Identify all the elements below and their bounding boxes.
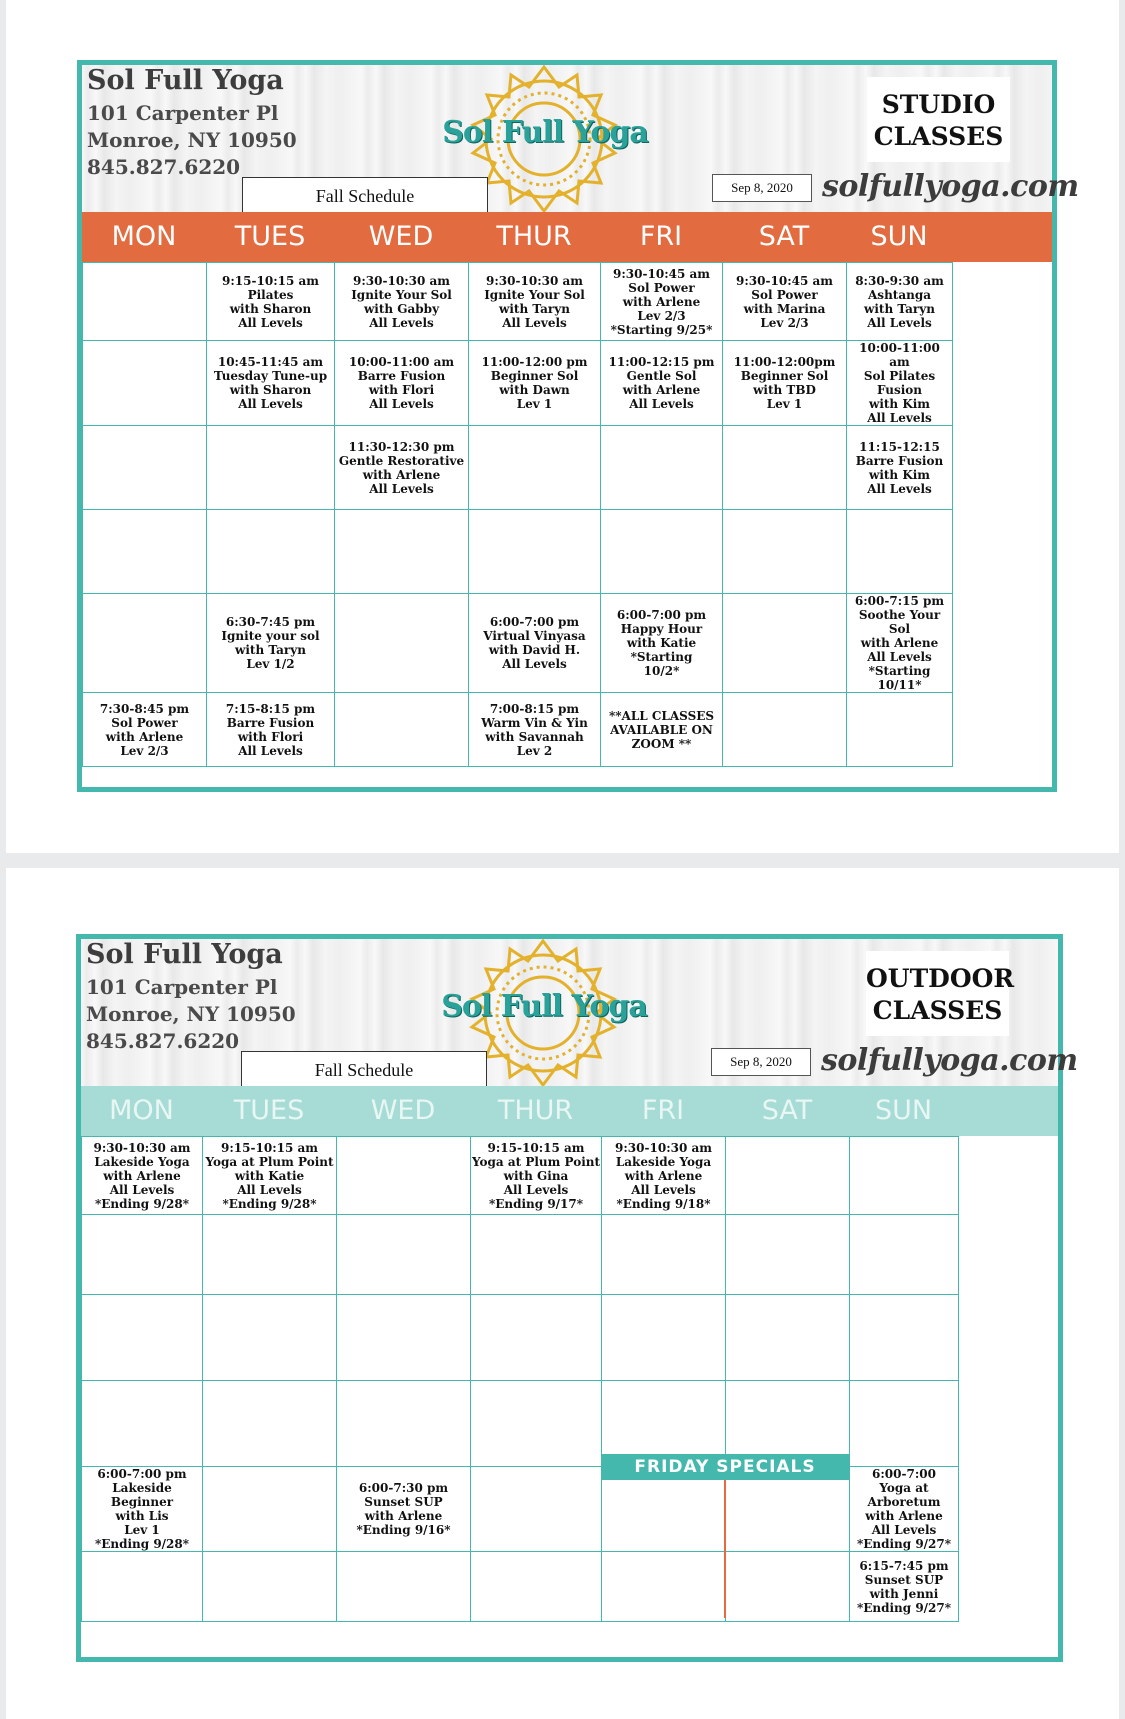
day-header-sat: SAT [758,221,810,252]
class-cell-tues: 9:15-10:15 am Yoga at Plum Point with Katie All Levels *Ending 9/28* [203,1137,337,1215]
day-header-mon: MON [111,221,177,252]
class-cell-mon [82,1295,203,1381]
schedule-header [82,65,1079,212]
class-cell-mon [83,263,207,341]
day-header-thur: THUR [496,221,572,252]
class-cell-thur: 11:00-12:00 pm Beginner Sol with Dawn Lev 1 [469,341,601,426]
schedule-row [82,1215,959,1295]
class-cell-mon [83,594,207,693]
class-cell-sun: 8:30-9:30 am Ashtanga with Taryn All Levels [847,263,953,341]
class-cell-wed: 10:00-11:00 am Barre Fusion with Flori All Levels [335,341,469,426]
class-cell-wed [337,1381,471,1467]
class-cell-tues [203,1381,337,1467]
class-cell-tues [207,426,335,510]
class-cell-tues [203,1215,337,1295]
class-cell-fri [602,1552,726,1622]
class-cell-sat [723,594,847,693]
class-cell-tues: 7:15-8:15 pm Barre Fusion with Flori All Levels [207,693,335,767]
class-cell-thur: 7:00-8:15 pm Warm Vin & Yin with Savannah Lev 2 [469,693,601,767]
class-cell-wed [337,1552,471,1622]
class-cell-sun [850,1137,959,1215]
friday-specials-divider [724,1480,726,1618]
class-cell-sun: 11:15-12:15 Barre Fusion with Kim All Levels [847,426,953,510]
class-cell-mon [82,1381,203,1467]
class-cell-mon: 6:00-7:00 pm Lakeside Beginner with Lis Lev 1 *Ending 9/28* [82,1467,203,1552]
class-cell-sat [726,1215,850,1295]
class-cell-mon: 9:30-10:30 am Lakeside Yoga with Arlene All Levels *Ending 9/28* [82,1137,203,1215]
studio-name: Sol Full Yoga [87,65,284,96]
class-cell-fri [602,1295,726,1381]
class-cell-fri: 6:00-7:00 pm Happy Hour with Katie *Starting 10/2* [601,594,723,693]
day-header-mon: MON [109,1095,174,1126]
outdoor-class-grid [81,1136,959,1622]
phone-number: 845.827.6220 [86,1029,240,1053]
schedule-row [82,1552,959,1622]
class-type-badge [866,951,1015,1036]
schedule-row [83,341,953,426]
schedule-row [82,1295,959,1381]
class-cell-fri: **ALL CLASSES AVAILABLE ON ZOOM ** [601,693,723,767]
address-line-2: Monroe, NY 10950 [86,1002,296,1026]
schedule-header [81,939,1078,1086]
class-cell-sat [726,1552,850,1622]
class-cell-thur: 6:00-7:00 pm Virtual Vinyasa with David H. All Levels [469,594,601,693]
class-cell-thur [471,1467,602,1552]
day-header-row [82,212,1052,262]
class-cell-sat [723,693,847,767]
class-cell-wed: 6:00-7:30 pm Sunset SUP with Arlene *Ending 9/16* [337,1467,471,1552]
day-header-sat: SAT [761,1095,813,1126]
class-cell-wed [337,1295,471,1381]
class-cell-thur [471,1381,602,1467]
schedule-row [83,693,953,767]
class-cell-sun [850,1381,959,1467]
class-cell-mon [83,510,207,594]
day-header-sun: SUN [870,221,928,252]
schedule-row [83,263,953,341]
class-type-badge [867,77,1010,162]
day-header-fri: FRI [641,1095,685,1126]
studio-schedule-sheet [6,0,1119,853]
address-line-2: Monroe, NY 10950 [87,128,297,152]
outdoor-schedule-frame [76,934,1078,1662]
season-label: Fall Schedule [242,177,488,215]
studio-schedule-frame [77,60,1079,792]
schedule-date: Sep 8, 2020 [712,174,812,202]
class-type-line-2: CLASSES [873,122,1004,151]
studio-class-grid [82,262,953,767]
class-cell-fri: 11:00-12:15 pm Gentle Sol with Arlene All Levels [601,341,723,426]
class-type-line-2: CLASSES [872,996,1003,1025]
class-cell-sun [847,510,953,594]
class-cell-sun: 6:00-7:15 pm Soothe Your Sol with Arlene All Levels *Starting 10/11* [847,594,953,693]
class-cell-sun [850,1295,959,1381]
class-cell-sat: 11:00-12:00pm Beginner Sol with TBD Lev 1 [723,341,847,426]
class-cell-tues [203,1467,337,1552]
class-cell-tues: 6:30-7:45 pm Ignite your sol with Taryn Lev 1/2 [207,594,335,693]
outdoor-schedule-sheet [6,868,1119,1719]
class-cell-thur: 9:15-10:15 am Yoga at Plum Point with Gina All Levels *Ending 9/17* [471,1137,602,1215]
class-cell-tues: 9:15-10:15 am Pilates with Sharon All Levels [207,263,335,341]
class-cell-wed: 11:30-12:30 pm Gentle Restorative with Arlene All Levels [335,426,469,510]
class-cell-wed [337,1215,471,1295]
class-cell-tues: 10:45-11:45 am Tuesday Tune-up with Sharon All Levels [207,341,335,426]
class-cell-sat [723,426,847,510]
class-cell-sun [850,1215,959,1295]
class-type-line-1: STUDIO [881,90,996,119]
phone-number: 845.827.6220 [87,155,241,179]
class-cell-fri: 9:30-10:30 am Lakeside Yoga with Arlene All Levels *Ending 9/18* [602,1137,726,1215]
class-cell-thur: 9:30-10:30 am Ignite Your Sol with Taryn All Levels [469,263,601,341]
address-line-1: 101 Carpenter Pl [87,101,279,125]
class-cell-wed [335,693,469,767]
schedule-row [83,510,953,594]
class-cell-sat [726,1137,850,1215]
class-cell-mon [82,1552,203,1622]
day-header-tues: TUES [234,221,306,252]
address-line-1: 101 Carpenter Pl [86,975,278,999]
schedule-row [83,426,953,510]
website-link[interactable]: solfullyoga.com [822,169,1079,204]
class-cell-sun: 10:00-11:00 am Sol Pilates Fusion with Kim All Levels [847,341,953,426]
class-cell-sat [726,1295,850,1381]
class-cell-wed [337,1137,471,1215]
class-cell-wed: 9:30-10:30 am Ignite Your Sol with Gabby All Levels [335,263,469,341]
class-cell-fri [601,426,723,510]
class-cell-thur [469,510,601,594]
class-cell-tues [203,1552,337,1622]
schedule-row [83,594,953,693]
class-cell-sun: 6:15-7:45 pm Sunset SUP with Jenni *Ending 9/27* [850,1552,959,1622]
day-header-fri: FRI [639,221,683,252]
day-header-thur: THUR [497,1095,574,1126]
day-header-wed: WED [368,221,434,252]
day-header-row [81,1086,1058,1136]
class-cell-fri [602,1215,726,1295]
day-header-wed: WED [370,1095,436,1126]
day-header-sun: SUN [874,1095,933,1126]
class-cell-thur [469,426,601,510]
class-cell-wed [335,510,469,594]
class-cell-wed [335,594,469,693]
class-cell-mon: 7:30-8:45 pm Sol Power with Arlene Lev 2/3 [83,693,207,767]
class-cell-thur [471,1215,602,1295]
class-cell-sun: 6:00-7:00 Yoga at Arboretum with Arlene All Levels *Ending 9/27* [850,1467,959,1552]
class-cell-fri: 9:30-10:45 am Sol Power with Arlene Lev 2/3 *Starting 9/25* [601,263,723,341]
website-link[interactable]: solfullyoga.com [821,1043,1078,1078]
class-cell-sun [847,693,953,767]
schedule-row [82,1137,959,1215]
class-cell-sat: 9:30-10:45 am Sol Power with Marina Lev 2/3 [723,263,847,341]
class-cell-mon [82,1215,203,1295]
friday-specials-banner: FRIDAY SPECIALS [601,1454,849,1480]
class-type-line-1: OUTDOOR [866,964,1015,993]
class-cell-fri [601,510,723,594]
class-cell-mon [83,341,207,426]
day-header-tues: TUES [233,1095,305,1126]
class-cell-tues [207,510,335,594]
class-cell-thur [471,1295,602,1381]
schedule-date: Sep 8, 2020 [711,1048,811,1076]
logo-text: Sol Full Yoga [441,989,647,1024]
season-label: Fall Schedule [241,1051,487,1089]
class-cell-thur [471,1552,602,1622]
logo-text: Sol Full Yoga [442,115,648,150]
class-cell-sat [723,510,847,594]
studio-name: Sol Full Yoga [86,939,283,970]
class-cell-mon [83,426,207,510]
class-cell-tues [203,1295,337,1381]
